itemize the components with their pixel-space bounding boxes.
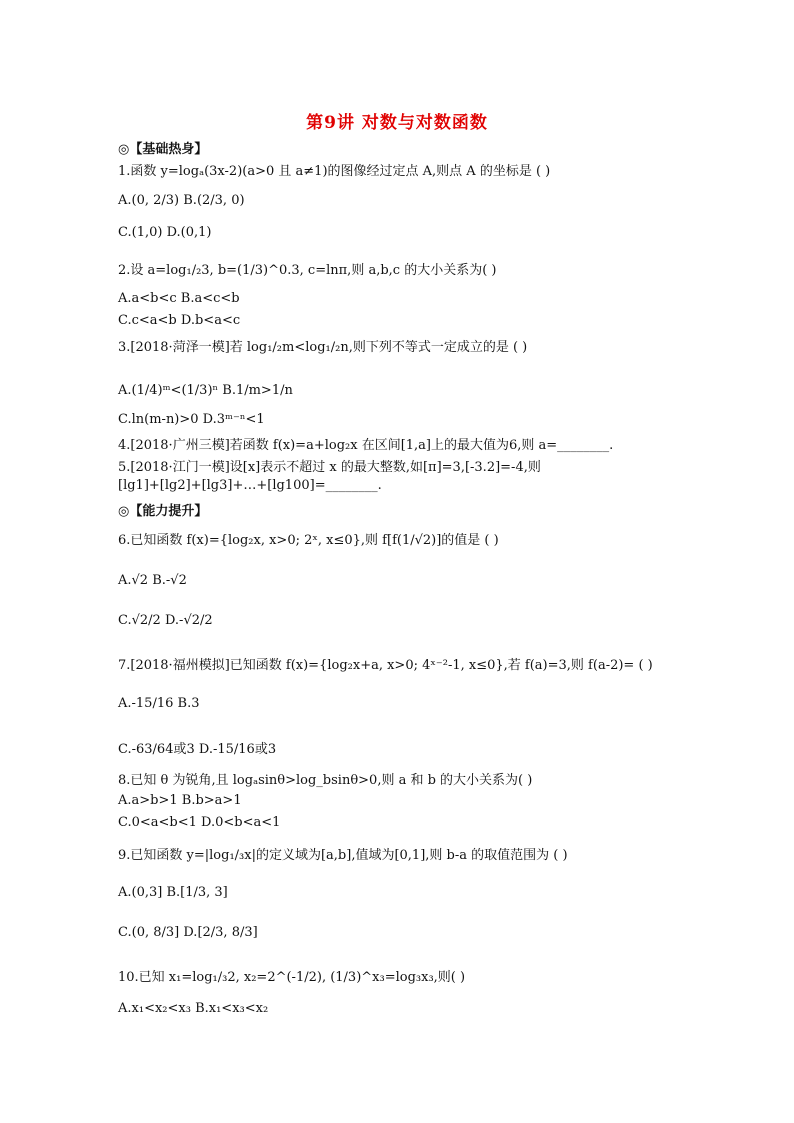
question-line: 2.设 a=log₁/₂3, b=(1/3)^0.3, c=lnπ,则 a,b,c 的大小关系为( ) <box>118 263 497 278</box>
question-line: A.a<b<c B.a<c<b <box>118 291 240 306</box>
question-line: 3.[2018·菏泽一模]若 log₁/₂m<log₁/₂n,则下列不等式一定成立的是 ( ) <box>118 340 528 355</box>
question-line: A.(0,3] B.[1/3, 3] <box>118 885 228 900</box>
section-heading-basic: ◎【基础热身】 <box>118 142 208 157</box>
question-line: A.a>b>1 B.b>a>1 <box>118 793 242 808</box>
question-line: 9.已知函数 y=|log₁/₃x|的定义域为[a,b],值域为[0,1],则 b-a 的取值范围为 ( ) <box>118 848 568 863</box>
question-line: 6.已知函数 f(x)={log₂x, x>0; 2ˣ, x≤0},则 f[f(1/√2)]的值是 ( ) <box>118 533 499 548</box>
section-heading-advanced: ◎【能力提升】 <box>118 504 208 519</box>
question-line: 4.[2018·广州三模]若函数 f(x)=a+log₂x 在区间[1,a]上的最大值为6,则 a=________. <box>118 438 614 453</box>
question-line: A.-15/16 B.3 <box>118 696 200 711</box>
question-line: 8.已知 θ 为锐角,且 logₐsinθ>log_bsinθ>0,则 a 和 b 的大小关系为( ) <box>118 773 533 788</box>
question-line: 1.函数 y=logₐ(3x-2)(a>0 且 a≠1)的图像经过定点 A,则点 A 的坐标是 ( ) <box>118 164 551 179</box>
question-line: C.ln(m-n)>0 D.3ᵐ⁻ⁿ<1 <box>118 412 265 427</box>
question-line: C.(0, 8/3] D.[2/3, 8/3] <box>118 925 258 940</box>
question-line: 7.[2018·福州模拟]已知函数 f(x)={log₂x+a, x>0; 4ˣ⁻²-1, x≤0},若 f(a)=3,则 f(a-2)= ( ) <box>118 658 653 673</box>
question-line: A.(0, 2/3) B.(2/3, 0) <box>118 193 245 208</box>
question-line: C.(1,0) D.(0,1) <box>118 225 212 240</box>
question-line: 10.已知 x₁=log₁/₃2, x₂=2^(-1/2), (1/3)^x₃=log₃x₃,则( ) <box>118 970 466 985</box>
question-line: C.-63/64或3 D.-15/16或3 <box>118 742 277 757</box>
question-line: [lg1]+[lg2]+[lg3]+…+[lg100]=________. <box>118 478 382 493</box>
question-line: A.√2 B.-√2 <box>118 573 187 588</box>
question-line: C.√2/2 D.-√2/2 <box>118 613 213 628</box>
question-line: C.0<a<b<1 D.0<b<a<1 <box>118 815 281 830</box>
page-title: 第9讲 对数与对数函数 <box>306 113 488 133</box>
question-line: 5.[2018·江门一模]设[x]表示不超过 x 的最大整数,如[π]=3,[-3.2]=-4,则 <box>118 460 541 475</box>
question-line: A.x₁<x₂<x₃ B.x₁<x₃<x₂ <box>118 1001 269 1016</box>
question-line: A.(1/4)ᵐ<(1/3)ⁿ B.1/m>1/n <box>118 383 293 398</box>
question-line: C.c<a<b D.b<a<c <box>118 313 241 328</box>
